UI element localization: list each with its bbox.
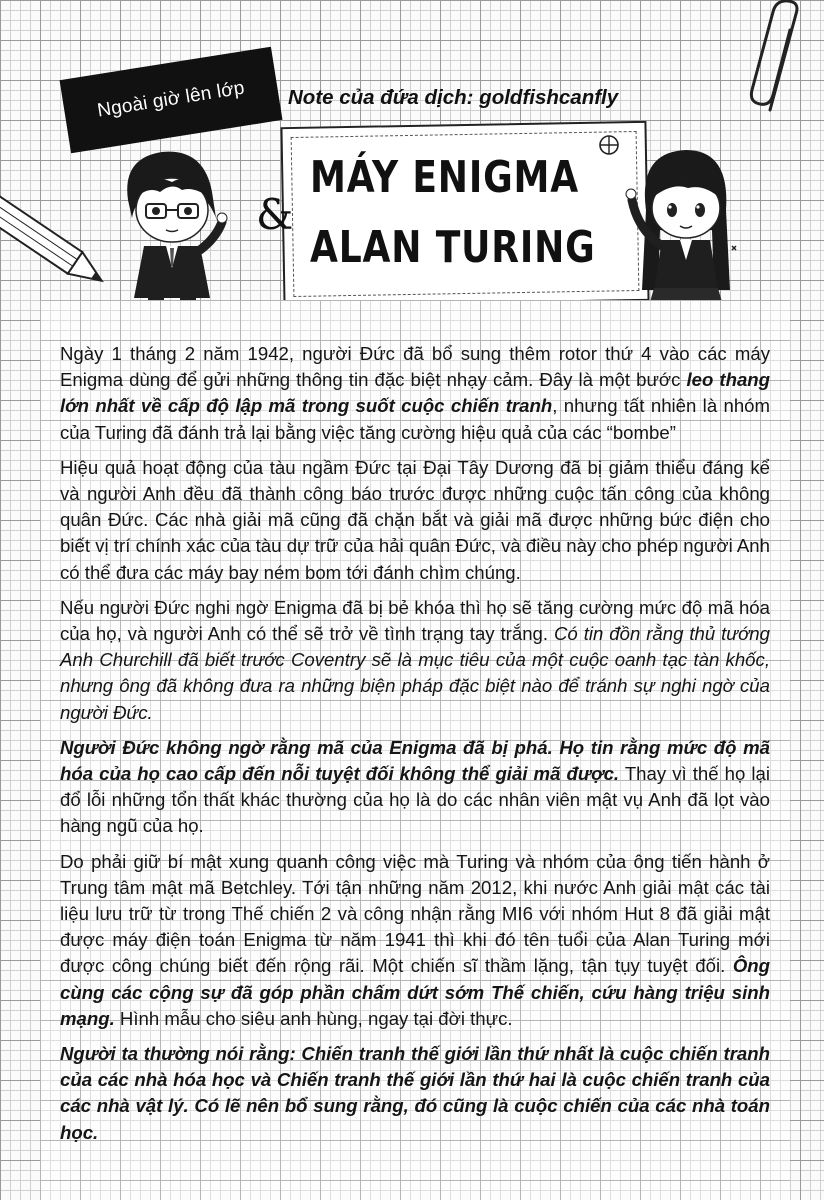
translator-note: Note của đứa dịch: goldfishcanfly: [288, 86, 619, 109]
paragraph-1: Ngày 1 tháng 2 năm 1942, người Đức đã bổ sung thêm rotor thứ 4 vào các máy Enigma dùng để gửi những thông tin đặc biệt nhạy cảm. Đây là một bước leo thang lớn nhất về cấp độ lập mã trong suốt cuộc chiến tranh, nhưng tất nhiên là nhóm của Turing đã đánh trả lại bằng việc tăng cường hiệu quả của các “bombe”: [60, 343, 770, 443]
title-ampersand: &: [256, 190, 294, 239]
paragraph-2: Hiệu quả hoạt động của tàu ngầm Đức tại Đại Tây Dương đã bị giảm thiểu đáng kể và người Anh đều đã thành công báo trước được những cuộc tấn công của không quân Đức. Các nhà giải mã cũng đã chặn bắt và giải mã được những bức điện cho biết vị trí chính xác của tàu dự trữ của hải quân Đức, và điều này cho phép người Anh có thể đưa các máy bay ném bom tới đánh chìm chúng.: [60, 456, 770, 583]
paragraph-6: Người ta thường nói rằng: Chiến tranh thế giới lần thứ nhất là cuộc chiến tranh của các nhà hóa học và Chiến tranh thế giới lần thứ hai là cuộc chiến tranh của các nhà vật lý. Có lẽ nên bổ sung rằng, đó cũng là cuộc chiến của các nhà toán học.: [60, 1043, 770, 1143]
section-label-text: Ngoài giờ lên lớp: [95, 77, 247, 122]
pencil-icon: [0, 190, 110, 300]
title-line-2: ALAN TURING: [310, 222, 596, 273]
target-icon: [598, 134, 620, 156]
paragraph-3: Nếu người Đức nghi ngờ Enigma đã bị bẻ khóa thì họ sẽ tăng cường mức độ mã hóa của họ, và người Anh có thể sẽ trở về tình trạng tay trắng. Có tin đồn rằng thủ tướng Anh Churchill đã biết trước Coventry sẽ là mục tiêu của một cuộc oanh tạc tàn khốc, nhưng ông đã không đưa ra những biện pháp đặc biệt nào để tránh sự nghi ngờ của người Đức.: [60, 596, 770, 723]
paperclip-icon: [748, 0, 808, 118]
article-body: [60, 341, 770, 1155]
title-line-1: MÁY ENIGMA: [310, 152, 579, 203]
paragraph-4: Người Đức không ngờ rằng mã của Enigma đã bị phá. Họ tin rằng mức độ mã hóa của họ cao cấp đến nỗi tuyệt đối không thể giải mã được. Thay vì thế họ lại đổ lỗi những tổn thất khác thường của họ là do các nhân viên mật vụ Anh đã lọt vào hàng ngũ của họ.: [60, 736, 770, 837]
title-card: [280, 121, 649, 307]
paragraph-5: Do phải giữ bí mật xung quanh công việc mà Turing và nhóm của ông tiến hành ở Trung tâm mật mã Betchley. Tới tận những năm 2012, khi nước Anh giải mật các tài liệu lưu trữ từ trong Thế chiến 2 và công nhận rằng MI6 với nhóm Hut 8 đã giải mật được máy điện toán Enigma từ năm 1941 thì khi đó tên tuổi của Alan Turing mới được công chúng biết đến rộng rãi. Một chiến sĩ thầm lặng, tận tụy tuyệt đối. Ông cùng các cộng sự đã góp phần chấm dứt sớm Thế chiến, cứu hàng triệu sinh mạng. Hình mẫu cho siêu anh hùng, ngay tại đời thực.: [60, 850, 770, 1029]
